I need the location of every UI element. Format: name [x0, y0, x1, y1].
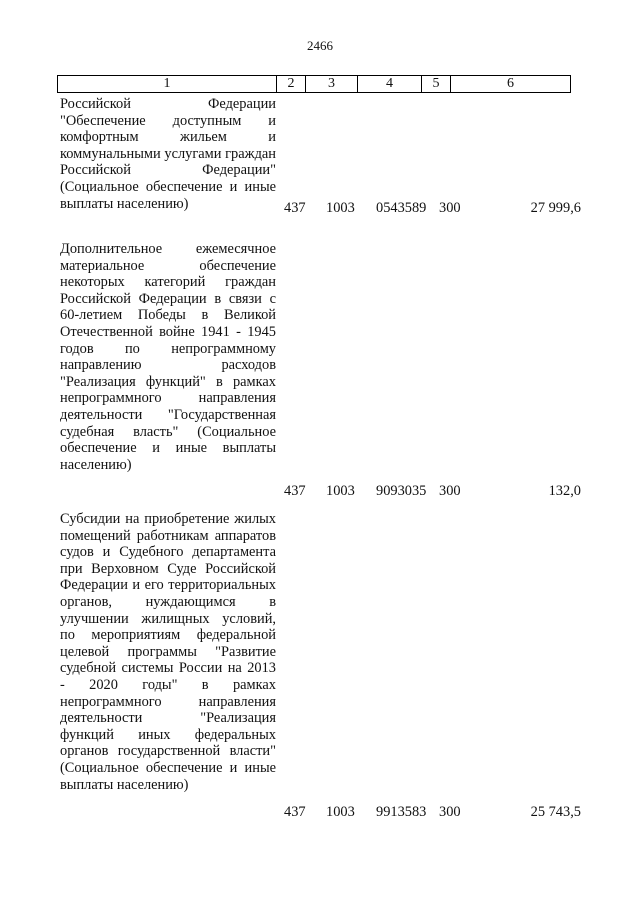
- row-col-4: 9093035: [376, 483, 427, 499]
- row-col-3: 1003: [326, 483, 355, 499]
- row-col-6: 132,0: [548, 483, 581, 499]
- row-col-6: 27 999,6: [530, 200, 581, 216]
- row-col-3: 1003: [326, 804, 355, 820]
- row-col-5: 300: [439, 804, 461, 820]
- header-col-5: 5: [422, 76, 451, 93]
- row-col-3: 1003: [326, 200, 355, 216]
- row-col-6: 25 743,5: [530, 804, 581, 820]
- header-col-3: 3: [306, 76, 358, 93]
- header-col-6: 6: [451, 76, 571, 93]
- row-col-4: 0543589: [376, 200, 427, 216]
- header-col-2: 2: [277, 76, 306, 93]
- row-description: Российской Федерации "Обеспечение доступным и комфортным жильем и коммунальными услугами граждан Российской Федерации" (Социальное обеспечение и иные выплаты населению): [60, 96, 276, 212]
- row-col-5: 300: [439, 200, 461, 216]
- row-col-4: 9913583: [376, 804, 427, 820]
- row-description: Дополнительное ежемесячное материальное обеспечение некоторых категорий граждан Российской Федерации в связи с 60-летием Победы в Великой Отечественной войне 1941 - 1945 годов по непрограммному направлению расходов "Реализация функций" в рамках непрограммного направления деятельности "Государственная судебная власть" (Социальное обеспечение и иные выплаты населению): [60, 241, 276, 473]
- page-number: 2466: [307, 38, 333, 53]
- row-description: Субсидии на приобретение жилых помещений работникам аппаратов судов и Судебного департамента при Верховном Суде Российской Федерации и его территориальных органов, нуждающимся в улучшении жилищных условий, по мероприятиям федеральной целевой программы "Развитие судебной системы России на 2013 - 2020 годы" в рамках непрограммного направления деятельности "Реализация функций иных федеральных органов государственной власти" (Социальное обеспечение и иные выплаты населению): [60, 511, 276, 793]
- row-col-2: 437: [284, 200, 306, 216]
- header-col-4: 4: [358, 76, 422, 93]
- row-col-2: 437: [284, 483, 306, 499]
- header-col-1: 1: [58, 76, 277, 93]
- row-col-2: 437: [284, 804, 306, 820]
- table-header: [57, 75, 571, 93]
- row-col-5: 300: [439, 483, 461, 499]
